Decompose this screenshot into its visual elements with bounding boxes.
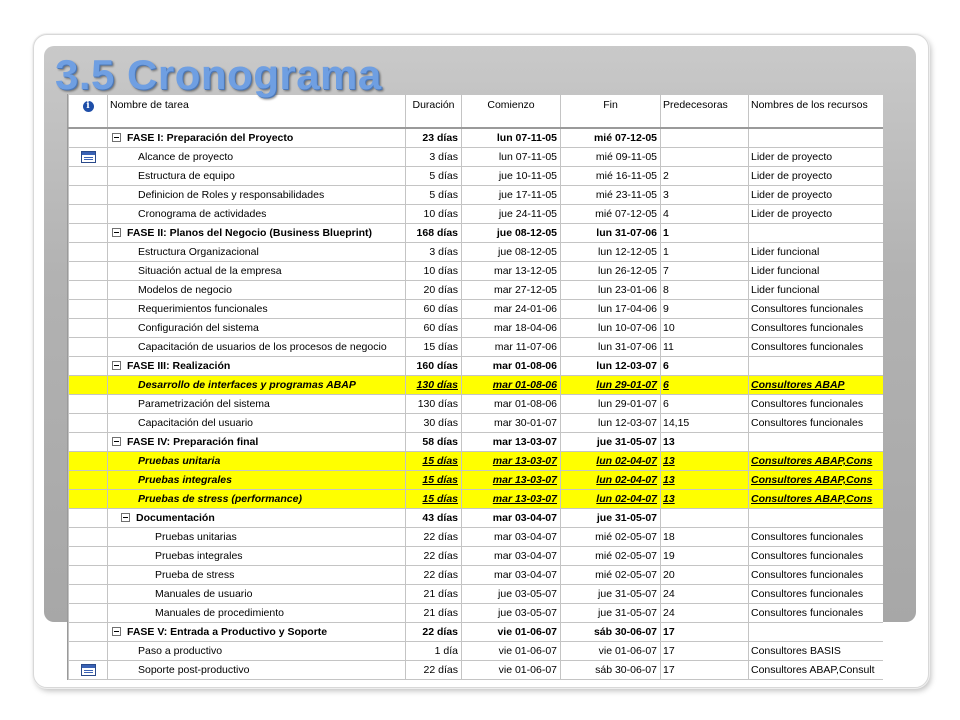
task-table	[68, 94, 883, 680]
end-cell[interactable]: lun 10-07-06	[561, 319, 661, 338]
resources-cell[interactable]: Consultores ABAP	[749, 376, 884, 395]
duration-cell[interactable]: 60 días	[406, 319, 462, 338]
start-cell[interactable]: vie 01-06-07	[462, 623, 561, 642]
task-name: Parametrización del sistema	[138, 398, 270, 410]
resources-cell[interactable]	[749, 357, 884, 376]
end-cell[interactable]: lun 17-04-06	[561, 300, 661, 319]
predecessors-cell[interactable]: 24	[661, 585, 749, 604]
start-cell[interactable]: mar 13-03-07	[462, 433, 561, 452]
start-cell[interactable]: mar 01-08-06	[462, 376, 561, 395]
task-name-cell[interactable]	[108, 376, 406, 395]
task-name: Estructura de equipo	[138, 170, 235, 182]
task-row[interactable]	[69, 471, 884, 490]
duration-cell[interactable]: 130 días	[406, 395, 462, 414]
resources-cell[interactable]: Consultores funcionales	[749, 604, 884, 623]
task-name-cell[interactable]	[108, 224, 406, 243]
start-cell[interactable]: jue 03-05-07	[462, 604, 561, 623]
start-cell[interactable]: mar 01-08-06	[462, 357, 561, 376]
end-cell[interactable]: sáb 30-06-07	[561, 661, 661, 680]
task-row[interactable]	[69, 585, 884, 604]
resources-cell[interactable]: Lider de proyecto	[749, 148, 884, 167]
task-name-cell[interactable]	[108, 186, 406, 205]
resources-cell[interactable]: Lider de proyecto	[749, 205, 884, 224]
task-row[interactable]	[69, 376, 884, 395]
task-name: Cronograma de actividades	[138, 208, 267, 220]
collapse-icon[interactable]	[112, 361, 121, 370]
task-row[interactable]	[69, 167, 884, 186]
task-row[interactable]	[69, 452, 884, 471]
start-cell[interactable]: mar 01-08-06	[462, 395, 561, 414]
predecessors-cell[interactable]: 6	[661, 357, 749, 376]
header-resources[interactable]: Nombres de los recursos	[749, 95, 884, 129]
indicator-cell	[69, 661, 108, 680]
end-cell[interactable]: lun 12-03-07	[561, 414, 661, 433]
end-cell[interactable]: lun 02-04-07	[561, 452, 661, 471]
collapse-icon[interactable]	[112, 627, 121, 636]
duration-cell[interactable]: 22 días	[406, 623, 462, 642]
start-cell[interactable]: mar 27-12-05	[462, 281, 561, 300]
duration-cell[interactable]: 21 días	[406, 585, 462, 604]
summary-task-row[interactable]	[69, 509, 884, 528]
task-row[interactable]	[69, 604, 884, 623]
duration-cell[interactable]: 15 días	[406, 452, 462, 471]
task-name-cell[interactable]	[108, 205, 406, 224]
duration-cell[interactable]: 15 días	[406, 471, 462, 490]
duration-cell[interactable]: 15 días	[406, 490, 462, 509]
task-name-cell[interactable]	[108, 490, 406, 509]
duration-cell[interactable]: 3 días	[406, 243, 462, 262]
predecessors-cell[interactable]: 10	[661, 319, 749, 338]
task-name-cell[interactable]	[108, 128, 406, 148]
task-name: Situación actual de la empresa	[138, 265, 282, 277]
end-cell[interactable]: lun 29-01-07	[561, 376, 661, 395]
task-name-cell[interactable]	[108, 167, 406, 186]
task-name-cell[interactable]	[108, 433, 406, 452]
task-name: Desarrollo de interfaces y programas ABAP	[138, 379, 356, 391]
duration-cell[interactable]: 160 días	[406, 357, 462, 376]
task-name-cell[interactable]	[108, 585, 406, 604]
indicator-cell	[69, 186, 108, 205]
task-row[interactable]	[69, 338, 884, 357]
resources-cell[interactable]: Consultores funcionales	[749, 528, 884, 547]
end-cell[interactable]: mié 02-05-07	[561, 547, 661, 566]
indicator-cell	[69, 490, 108, 509]
task-name-cell[interactable]	[108, 148, 406, 167]
duration-cell[interactable]: 30 días	[406, 414, 462, 433]
predecessors-cell[interactable]	[661, 148, 749, 167]
indicator-cell	[69, 167, 108, 186]
end-cell[interactable]: jue 31-05-07	[561, 604, 661, 623]
summary-task-row[interactable]	[69, 433, 884, 452]
predecessors-cell[interactable]: 13	[661, 452, 749, 471]
indicator-cell	[69, 376, 108, 395]
task-name-cell[interactable]	[108, 357, 406, 376]
start-cell[interactable]: mar 18-04-06	[462, 319, 561, 338]
task-name: Soporte post-productivo	[138, 664, 250, 676]
predecessors-cell[interactable]	[661, 509, 749, 528]
task-row[interactable]	[69, 547, 884, 566]
indicator-cell	[69, 128, 108, 148]
predecessors-cell[interactable]: 11	[661, 338, 749, 357]
start-cell[interactable]: mar 30-01-07	[462, 414, 561, 433]
task-name-cell[interactable]	[108, 547, 406, 566]
start-cell[interactable]: lun 07-11-05	[462, 128, 561, 148]
resources-cell[interactable]: Lider funcional	[749, 262, 884, 281]
predecessors-cell[interactable]: 6	[661, 395, 749, 414]
task-row[interactable]	[69, 319, 884, 338]
predecessors-cell[interactable]: 20	[661, 566, 749, 585]
start-cell[interactable]: mar 03-04-07	[462, 528, 561, 547]
task-name: Requerimientos funcionales	[138, 303, 268, 315]
indicator-cell	[69, 319, 108, 338]
predecessors-cell[interactable]: 3	[661, 186, 749, 205]
indicator-cell	[69, 300, 108, 319]
resources-cell[interactable]	[749, 509, 884, 528]
end-cell[interactable]: lun 23-01-06	[561, 281, 661, 300]
resources-cell[interactable]: Consultores funcionales	[749, 300, 884, 319]
summary-task-row[interactable]	[69, 224, 884, 243]
start-cell[interactable]: mar 11-07-06	[462, 338, 561, 357]
duration-cell[interactable]: 23 días	[406, 128, 462, 148]
indicator-cell	[69, 243, 108, 262]
task-name: Manuales de usuario	[155, 588, 253, 600]
header-predecessors[interactable]: Predecesoras	[661, 95, 749, 129]
indicator-cell	[69, 604, 108, 623]
end-cell[interactable]: mié 07-12-05	[561, 205, 661, 224]
indicator-cell	[69, 205, 108, 224]
duration-cell[interactable]: 20 días	[406, 281, 462, 300]
task-name: FASE III: Realización	[127, 360, 231, 372]
predecessors-cell[interactable]: 2	[661, 167, 749, 186]
task-name: Manuales de procedimiento	[155, 607, 284, 619]
resources-cell[interactable]: Lider funcional	[749, 281, 884, 300]
start-cell[interactable]: jue 08-12-05	[462, 224, 561, 243]
indicator-cell	[69, 414, 108, 433]
header-end[interactable]: Fin	[561, 95, 661, 129]
resources-cell[interactable]: Lider funcional	[749, 243, 884, 262]
predecessors-cell[interactable]: 17	[661, 623, 749, 642]
task-row[interactable]	[69, 490, 884, 509]
task-name-cell[interactable]	[108, 395, 406, 414]
header-task-name[interactable]: Nombre de tarea	[108, 95, 406, 129]
collapse-icon[interactable]	[112, 133, 121, 142]
predecessors-cell[interactable]: 7	[661, 262, 749, 281]
predecessors-cell[interactable]	[661, 128, 749, 148]
task-name: Configuración del sistema	[138, 322, 259, 334]
task-table-body	[69, 128, 884, 680]
task-name-cell[interactable]	[108, 262, 406, 281]
start-cell[interactable]: mar 13-03-07	[462, 471, 561, 490]
end-cell[interactable]: mié 16-11-05	[561, 167, 661, 186]
note-icon[interactable]	[81, 151, 96, 163]
task-name: FASE I: Preparación del Proyecto	[127, 132, 294, 144]
resources-cell[interactable]	[749, 224, 884, 243]
start-cell[interactable]: mar 13-03-07	[462, 452, 561, 471]
resources-cell[interactable]: Consultores funcionales	[749, 566, 884, 585]
task-name-cell[interactable]	[108, 338, 406, 357]
end-cell[interactable]: jue 31-05-07	[561, 509, 661, 528]
task-row[interactable]	[69, 205, 884, 224]
task-name: Definicion de Roles y responsabilidades	[138, 189, 325, 201]
predecessors-cell[interactable]: 6	[661, 376, 749, 395]
task-name-cell[interactable]	[108, 319, 406, 338]
start-cell[interactable]: mar 13-12-05	[462, 262, 561, 281]
duration-cell[interactable]: 60 días	[406, 300, 462, 319]
duration-cell[interactable]: 5 días	[406, 167, 462, 186]
header-info[interactable]	[69, 95, 108, 129]
start-cell[interactable]: jue 24-11-05	[462, 205, 561, 224]
task-name-cell[interactable]	[108, 414, 406, 433]
task-row[interactable]	[69, 262, 884, 281]
collapse-icon[interactable]	[112, 228, 121, 237]
indicator-cell	[69, 433, 108, 452]
predecessors-cell[interactable]: 4	[661, 205, 749, 224]
start-cell[interactable]: jue 17-11-05	[462, 186, 561, 205]
indicator-cell	[69, 566, 108, 585]
task-name: Modelos de negocio	[138, 284, 232, 296]
task-name: FASE II: Planos del Negocio (Business Blueprint)	[127, 227, 373, 239]
task-name-cell[interactable]	[108, 300, 406, 319]
end-cell[interactable]: lun 02-04-07	[561, 490, 661, 509]
end-cell[interactable]: mié 09-11-05	[561, 148, 661, 167]
task-name: Pruebas unitarias	[155, 531, 237, 543]
task-name: Prueba de stress	[155, 569, 235, 581]
collapse-icon[interactable]	[112, 437, 121, 446]
task-name-cell[interactable]	[108, 566, 406, 585]
duration-cell[interactable]: 10 días	[406, 205, 462, 224]
predecessors-cell[interactable]: 1	[661, 243, 749, 262]
task-row[interactable]	[69, 186, 884, 205]
predecessors-cell[interactable]: 13	[661, 490, 749, 509]
resources-cell[interactable]: Consultores funcionales	[749, 547, 884, 566]
task-name: Pruebas de stress (performance)	[138, 493, 302, 505]
start-cell[interactable]: mar 24-01-06	[462, 300, 561, 319]
end-cell[interactable]: lun 31-07-06	[561, 224, 661, 243]
predecessors-cell[interactable]: 17	[661, 642, 749, 661]
task-name-cell[interactable]	[108, 528, 406, 547]
task-row[interactable]	[69, 528, 884, 547]
predecessors-cell[interactable]: 9	[661, 300, 749, 319]
resources-cell[interactable]	[749, 433, 884, 452]
start-cell[interactable]: jue 08-12-05	[462, 243, 561, 262]
task-row[interactable]	[69, 642, 884, 661]
task-name-cell[interactable]	[108, 623, 406, 642]
start-cell[interactable]: lun 07-11-05	[462, 148, 561, 167]
task-name-cell[interactable]	[108, 642, 406, 661]
task-name: Documentación	[136, 512, 215, 524]
table-header-row	[69, 95, 884, 129]
end-cell[interactable]: sáb 30-06-07	[561, 623, 661, 642]
end-cell[interactable]: jue 31-05-07	[561, 433, 661, 452]
duration-cell[interactable]: 5 días	[406, 186, 462, 205]
note-icon[interactable]	[81, 664, 96, 676]
task-row[interactable]	[69, 661, 884, 680]
info-icon: i	[83, 101, 94, 112]
duration-cell[interactable]: 10 días	[406, 262, 462, 281]
duration-cell[interactable]: 58 días	[406, 433, 462, 452]
indicator-cell	[69, 224, 108, 243]
end-cell[interactable]: vie 01-06-07	[561, 642, 661, 661]
task-name: Estructura Organizacional	[138, 246, 259, 258]
predecessors-cell[interactable]: 24	[661, 604, 749, 623]
duration-cell[interactable]: 22 días	[406, 661, 462, 680]
task-name-cell[interactable]	[108, 452, 406, 471]
indicator-cell	[69, 357, 108, 376]
indicator-cell	[69, 338, 108, 357]
end-cell[interactable]: mié 02-05-07	[561, 566, 661, 585]
task-name: Capacitación de usuarios de los procesos de negocio	[138, 341, 387, 353]
task-name-cell[interactable]	[108, 243, 406, 262]
end-cell[interactable]: lun 29-01-07	[561, 395, 661, 414]
resources-cell[interactable]: Consultores ABAP,Consult	[749, 661, 884, 680]
task-name-cell[interactable]	[108, 281, 406, 300]
predecessors-cell[interactable]: 8	[661, 281, 749, 300]
task-name-cell[interactable]	[108, 471, 406, 490]
summary-task-row[interactable]	[69, 357, 884, 376]
task-name-cell[interactable]	[108, 509, 406, 528]
predecessors-cell[interactable]: 19	[661, 547, 749, 566]
indicator-cell	[69, 471, 108, 490]
resources-cell[interactable]: Consultores funcionales	[749, 395, 884, 414]
predecessors-cell[interactable]: 1	[661, 224, 749, 243]
resources-cell[interactable]: Consultores ABAP,Cons	[749, 490, 884, 509]
task-row[interactable]	[69, 243, 884, 262]
resources-cell[interactable]: Consultores BASIS	[749, 642, 884, 661]
predecessors-cell[interactable]: 13	[661, 471, 749, 490]
slide-title: 3.5 Cronograma	[55, 51, 382, 98]
task-name-cell[interactable]	[108, 661, 406, 680]
task-name: Pruebas unitaria	[138, 455, 221, 467]
start-cell[interactable]: mar 03-04-07	[462, 547, 561, 566]
end-cell[interactable]: lun 31-07-06	[561, 338, 661, 357]
summary-task-row[interactable]	[69, 623, 884, 642]
indicator-cell	[69, 148, 108, 167]
task-row[interactable]	[69, 395, 884, 414]
task-name: Pruebas integrales	[155, 550, 243, 562]
duration-cell[interactable]: 22 días	[406, 566, 462, 585]
resources-cell[interactable]: Consultores ABAP,Cons	[749, 471, 884, 490]
resources-cell[interactable]	[749, 128, 884, 148]
task-name: FASE IV: Preparación final	[127, 436, 259, 448]
duration-cell[interactable]: 130 días	[406, 376, 462, 395]
duration-cell[interactable]: 15 días	[406, 338, 462, 357]
predecessors-cell[interactable]: 18	[661, 528, 749, 547]
resources-cell[interactable]: Consultores ABAP,Cons	[749, 452, 884, 471]
start-cell[interactable]: vie 01-06-07	[462, 661, 561, 680]
end-cell[interactable]: lun 12-03-07	[561, 357, 661, 376]
task-name-cell[interactable]	[108, 604, 406, 623]
task-name: Pruebas integrales	[138, 474, 232, 486]
indicator-cell	[69, 509, 108, 528]
resources-cell[interactable]: Consultores funcionales	[749, 338, 884, 357]
end-cell[interactable]: mié 23-11-05	[561, 186, 661, 205]
resources-cell[interactable]	[749, 623, 884, 642]
end-cell[interactable]: mié 02-05-07	[561, 528, 661, 547]
resources-cell[interactable]: Consultores funcionales	[749, 585, 884, 604]
indicator-cell	[69, 528, 108, 547]
duration-cell[interactable]: 22 días	[406, 547, 462, 566]
indicator-cell	[69, 642, 108, 661]
duration-cell[interactable]: 3 días	[406, 148, 462, 167]
task-name: Paso a productivo	[138, 645, 223, 657]
task-row[interactable]	[69, 148, 884, 167]
indicator-cell	[69, 623, 108, 642]
start-cell[interactable]: mar 03-04-07	[462, 509, 561, 528]
task-name: Capacitación del usuario	[138, 417, 253, 429]
resources-cell[interactable]: Consultores funcionales	[749, 414, 884, 433]
end-cell[interactable]: jue 31-05-07	[561, 585, 661, 604]
predecessors-cell[interactable]: 17	[661, 661, 749, 680]
indicator-cell	[69, 281, 108, 300]
start-cell[interactable]: mar 03-04-07	[462, 566, 561, 585]
task-row[interactable]	[69, 414, 884, 433]
indicator-cell	[69, 547, 108, 566]
task-name: FASE V: Entrada a Productivo y Soporte	[127, 626, 328, 638]
indicator-cell	[69, 452, 108, 471]
duration-cell[interactable]: 21 días	[406, 604, 462, 623]
task-table-container	[67, 94, 883, 680]
duration-cell[interactable]: 43 días	[406, 509, 462, 528]
indicator-cell	[69, 395, 108, 414]
predecessors-cell[interactable]: 13	[661, 433, 749, 452]
resources-cell[interactable]: Lider de proyecto	[749, 186, 884, 205]
start-cell[interactable]: vie 01-06-07	[462, 642, 561, 661]
task-name: Alcance de proyecto	[138, 151, 234, 163]
start-cell[interactable]: jue 10-11-05	[462, 167, 561, 186]
start-cell[interactable]: jue 03-05-07	[462, 585, 561, 604]
resources-cell[interactable]: Lider de proyecto	[749, 167, 884, 186]
header-start[interactable]: Comienzo	[462, 95, 561, 129]
duration-cell[interactable]: 168 días	[406, 224, 462, 243]
indicator-cell	[69, 585, 108, 604]
collapse-icon[interactable]	[121, 513, 130, 522]
header-duration[interactable]: Duración	[406, 95, 462, 129]
task-row[interactable]	[69, 281, 884, 300]
task-row[interactable]	[69, 566, 884, 585]
resources-cell[interactable]: Consultores funcionales	[749, 319, 884, 338]
predecessors-cell[interactable]: 14,15	[661, 414, 749, 433]
end-cell[interactable]: lun 12-12-05	[561, 243, 661, 262]
end-cell[interactable]: mié 07-12-05	[561, 128, 661, 148]
duration-cell[interactable]: 1 día	[406, 642, 462, 661]
end-cell[interactable]: lun 02-04-07	[561, 471, 661, 490]
end-cell[interactable]: lun 26-12-05	[561, 262, 661, 281]
indicator-cell	[69, 262, 108, 281]
start-cell[interactable]: mar 13-03-07	[462, 490, 561, 509]
task-row[interactable]	[69, 300, 884, 319]
summary-task-row[interactable]	[69, 128, 884, 148]
duration-cell[interactable]: 22 días	[406, 528, 462, 547]
